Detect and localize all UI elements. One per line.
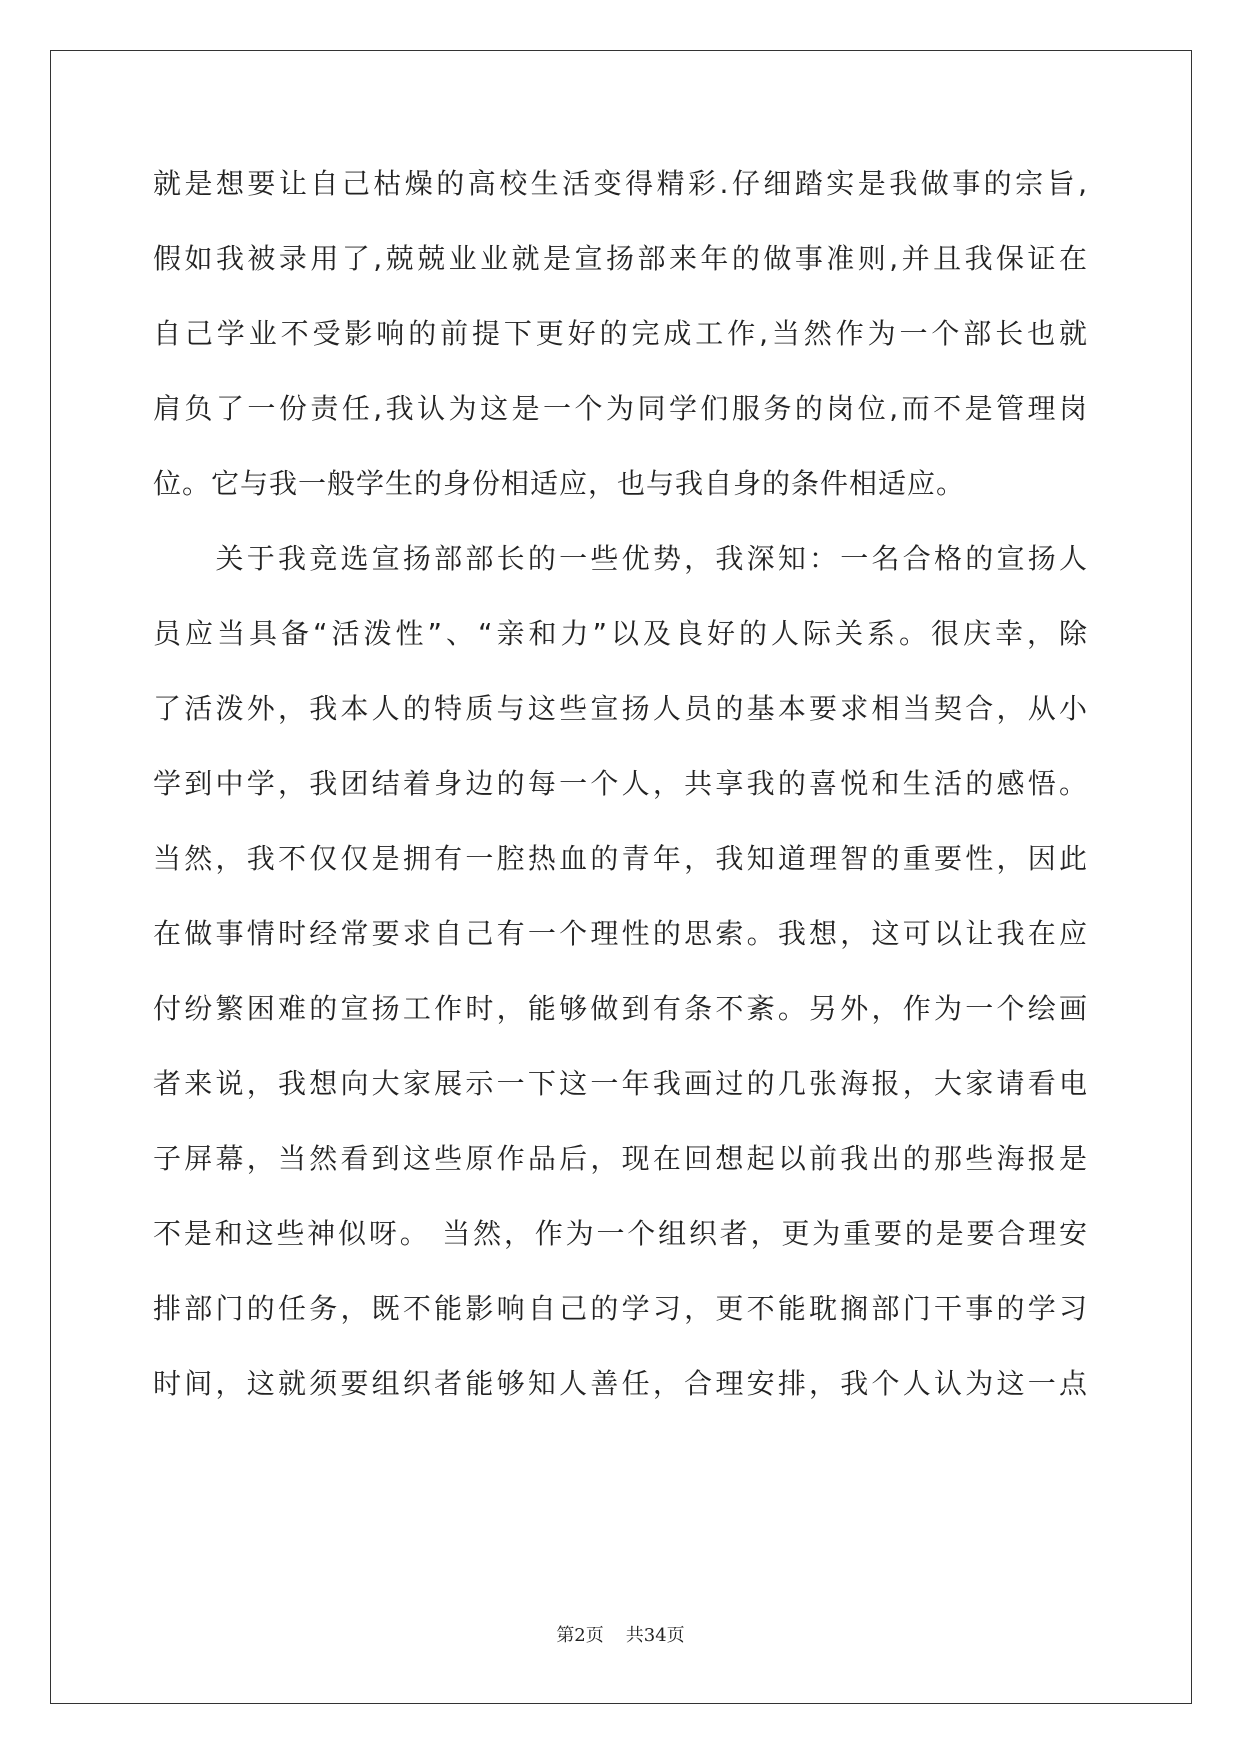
text-line: 了活泼外，我本人的特质与这些宣扬人员的基本要求相当契合，从小 (153, 692, 1088, 725)
text-line: 子屏幕，当然看到这些原作品后，现在回想起以前我出的那些海报是 (153, 1142, 1088, 1175)
text-line: 在做事情时经常要求自己有一个理性的思索。我想，这可以让我在应 (153, 917, 1088, 950)
text-line: 学到中学，我团结着身边的每一个人，共享我的喜悦和生活的感悟。 (153, 767, 1088, 800)
page-total: 共34页 (625, 1625, 685, 1646)
text-line: 员应当具备“活泼性”、“亲和力”以及良好的人际关系。很庆幸，除 (153, 617, 1088, 650)
text-line: 关于我竞选宣扬部部长的一些优势，我深知：一名合格的宣扬人 (153, 542, 1088, 575)
text-line: 自己学业不受影响的前提下更好的完成工作,当然作为一个部长也就 (153, 317, 1088, 350)
document-body (153, 146, 1088, 1421)
text-line: 时间，这就须要组织者能够知人善任，合理安排，我个人认为这一点 (153, 1367, 1088, 1400)
text-line: 当然，我不仅仅是拥有一腔热血的青年，我知道理智的重要性，因此 (153, 842, 1088, 875)
text-line: 者来说，我想向大家展示一下这一年我画过的几张海报，大家请看电 (153, 1067, 1088, 1100)
page-footer (0, 1621, 1241, 1647)
text-line: 假如我被录用了,兢兢业业就是宣扬部来年的做事准则,并且我保证在 (153, 242, 1088, 275)
page-number: 第2页 (556, 1625, 604, 1646)
text-line: 肩负了一份责任,我认为这是一个为同学们服务的岗位,而不是管理岗 (153, 392, 1088, 425)
text-line: 就是想要让自己枯燥的高校生活变得精彩.仔细踏实是我做事的宗旨, (153, 167, 1088, 200)
text-line: 排部门的任务，既不能影响自己的学习，更不能耽搁部门干事的学习 (153, 1292, 1088, 1325)
text-line: 付纷繁困难的宣扬工作时，能够做到有条不紊。另外，作为一个绘画 (153, 992, 1088, 1025)
text-line: 不是和这些神似呀。 当然，作为一个组织者，更为重要的是要合理安 (153, 1217, 1088, 1250)
text-line: 位。它与我一般学生的身份相适应，也与我自身的条件相适应。 (153, 467, 966, 500)
